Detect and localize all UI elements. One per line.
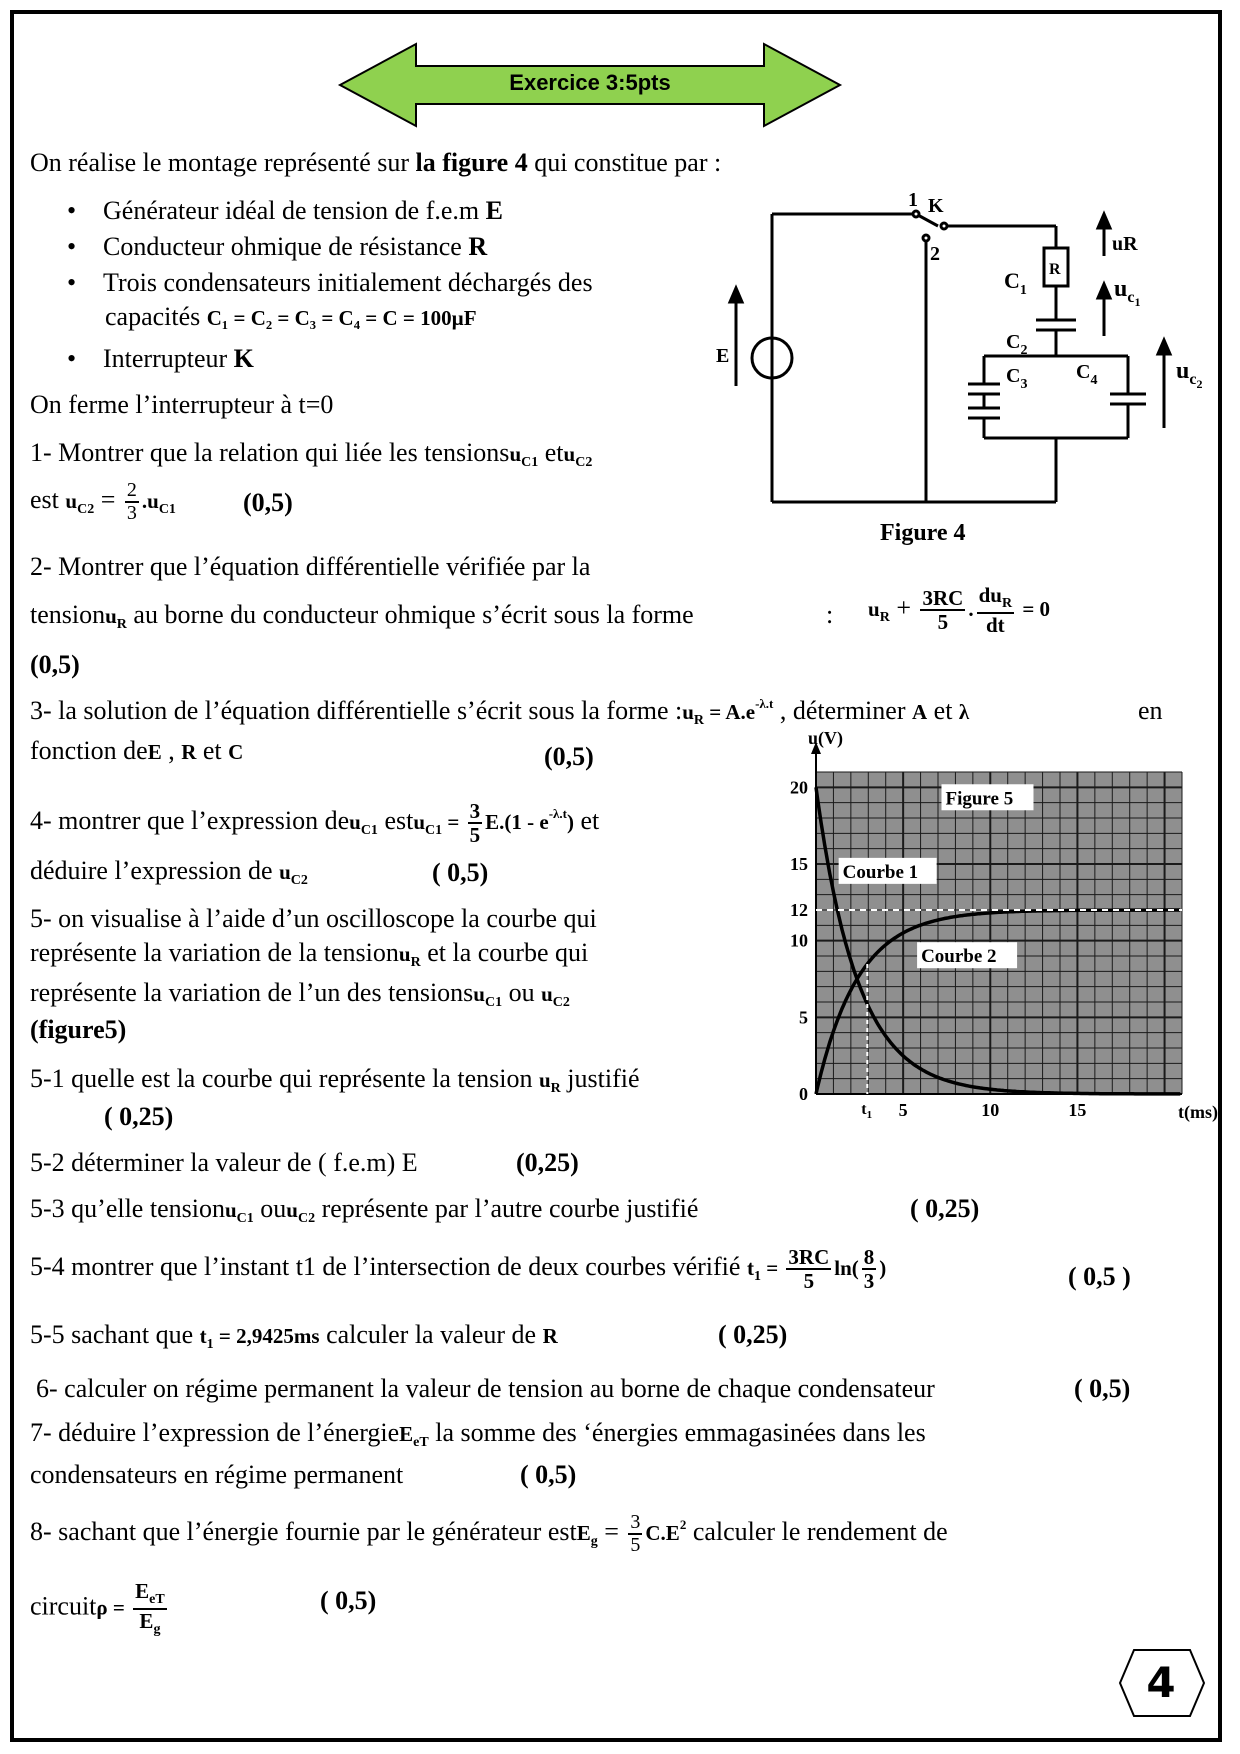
points: (0,5) — [30, 650, 80, 679]
points: ( 0,5) — [1074, 1374, 1131, 1403]
close-switch-line: On ferme l’interrupteur à t=0 — [30, 390, 334, 419]
list-item: • Trois condensateurs initialement déchargés des — [103, 268, 593, 298]
points: ( 0,5 ) — [1068, 1262, 1131, 1291]
points: ( 0,5) — [320, 1586, 377, 1615]
y-tick-label: 10 — [790, 930, 808, 951]
question-7-line: condensateurs en régime permanent — [30, 1460, 404, 1489]
question-5-5: 5-5 sachant que $t_1 = 2,9425ms$ calculer la valeur de R — [30, 1320, 558, 1352]
courbe-2-label: Courbe 2 — [921, 946, 997, 968]
points: (0,5) — [544, 742, 594, 771]
question-2-equation: $u_R$ + $\frac{3RC}{5}$ . $\frac{du_R}{dt}$ = 0 — [868, 583, 1051, 637]
switch-label: K — [928, 195, 944, 217]
question-1: 1- Montrer que la relation qui liée les tensionsu$_{C1}$ etu$_{C2}$ — [30, 438, 593, 470]
question-5-line: représente la variation de la tensionu$_R$ et la courbe qui — [30, 938, 589, 970]
points: ( 0,25) — [910, 1194, 980, 1223]
c4-label: $C_4$ — [1076, 361, 1098, 388]
switch-position-1: 1 — [908, 189, 918, 211]
question-5-3: 5-3 qu’elle tensionu$_{C1}$ ouu$_{C2}$ représente par l’autre courbe justifié — [30, 1194, 699, 1226]
generator-label: E — [716, 345, 730, 367]
y-tick-label: 5 — [799, 1007, 808, 1028]
points: ( 0,5) — [432, 858, 489, 887]
x-tick-label: 5 — [898, 1100, 908, 1120]
uc1-label: $u_c1$ — [1114, 276, 1141, 309]
figure-4-caption: Figure 4 — [880, 520, 966, 546]
question-7: 7- déduire l’expression de l’énergieE$_{eT}$ la somme des ‘énergies emmagasinées dans les — [30, 1418, 926, 1450]
question-4: 4- montrer que l’expression deu$_{C1}$ estu$_{C1}$ = $\frac{3}{5}$ $E.(1 - e^{-\lambda.t})$ et — [30, 799, 600, 848]
colon: : — [826, 600, 834, 629]
question-8-line: circuitρ = $\frac{E_{eT}}{E_g}$ — [30, 1579, 165, 1637]
figure-5-chart — [760, 728, 1220, 1122]
c1-label: $C_1$ — [1004, 268, 1027, 298]
page-number: 4 — [1146, 1658, 1176, 1707]
figure-5-caption: Figure 5 — [945, 788, 1014, 810]
question-2-line: tensionu$_R$ au borne du conducteur ohmique s’écrit sous la forme — [30, 600, 694, 632]
question-3: 3- la solution de l’équation différentielle s’écrit sous la forme $:u_R = A.e^{-\lambda.t}$ , déterminer A et λ — [30, 696, 970, 728]
question-2: 2- Montrer que l’équation différentielle vérifiée par la — [30, 552, 591, 581]
t1-tick-label: $t_1$ — [861, 1101, 873, 1121]
list-item: • Générateur idéal de tension de f.e.m E — [103, 196, 503, 226]
y-tick-label: 12 — [790, 900, 808, 920]
list-item-continued: capacités C₁ = C₂ = C₃ = C₄ = C = 100µF — [105, 302, 477, 331]
exercise-title: Exercice 3:5pts — [509, 70, 671, 95]
c3-label: $C_3$ — [1006, 365, 1028, 392]
list-item: • Conducteur ohmique de résistance R — [103, 232, 487, 262]
c2-label: $C_2$ — [1006, 331, 1028, 358]
points: (0,25) — [516, 1148, 579, 1177]
question-5-line: représente la variation de l’un des tensionsu$_{C1}$ ou $u_{C2}$ — [30, 978, 570, 1010]
x-tick-label: 10 — [981, 1100, 1000, 1120]
intro-line: On réalise le montage représenté sur la figure 4 qui constitue par : — [30, 148, 722, 177]
question-3-line: fonction deE , R et C — [30, 736, 244, 765]
points: ( 0,5) — [520, 1460, 577, 1489]
question-6: 6- calculer on régime permanent la valeur de tension au borne de chaque condensateur — [36, 1374, 935, 1403]
ur-label: uR — [1112, 233, 1138, 255]
list-item: • Interrupteur K — [103, 344, 254, 374]
question-1-formula: est $u_{C2}$ = $\frac{2}{3}$ $.u_{C1}$ — [30, 479, 176, 524]
question-5-2: 5-2 déterminer la valeur de ( f.e.m) E — [30, 1148, 418, 1177]
question-5-figure-ref: (figure5) — [30, 1015, 127, 1044]
plot-background — [816, 772, 1182, 1094]
question-5: 5- on visualise à l’aide d’un oscilloscope la courbe qui — [30, 904, 597, 933]
question-5-4: 5-4 montrer que l’instant t1 de l’intersection de deux courbes vérifié $t_1$ = $\frac{3RC}{5}$ ln( $\frac{8}{3}$ ) — [30, 1245, 887, 1294]
x-axis-label: t(ms) — [1178, 1102, 1218, 1122]
y-tick-label: 20 — [790, 777, 808, 798]
x-tick-label: 15 — [1068, 1100, 1087, 1120]
question-3-en: en — [1138, 696, 1163, 725]
question-4-line: déduire l’expression de $u_{C2}$ — [30, 856, 308, 888]
question-8: 8- sachant que l’énergie fournie par le générateur estE$_g$ = $\frac{3}{5}$ $C.E^2$ calculer le rendement de — [30, 1511, 948, 1556]
resistor-label: R — [1049, 261, 1061, 278]
y-axis-label: u(V) — [808, 728, 843, 748]
courbe-1-label: Courbe 1 — [842, 861, 919, 883]
points: (0,5) — [243, 488, 293, 517]
uc2-label: $u_c2$ — [1176, 358, 1203, 391]
question-5-1: 5-1 quelle est la courbe qui représente la tension $u_R$ justifié — [30, 1064, 640, 1096]
points: ( 0,25) — [718, 1320, 788, 1349]
switch-position-2: 2 — [930, 243, 940, 265]
y-tick-label: 15 — [790, 854, 808, 874]
points: ( 0,25) — [104, 1102, 174, 1131]
circuit-diagram — [700, 188, 1220, 548]
y-tick-label: 0 — [799, 1084, 808, 1104]
